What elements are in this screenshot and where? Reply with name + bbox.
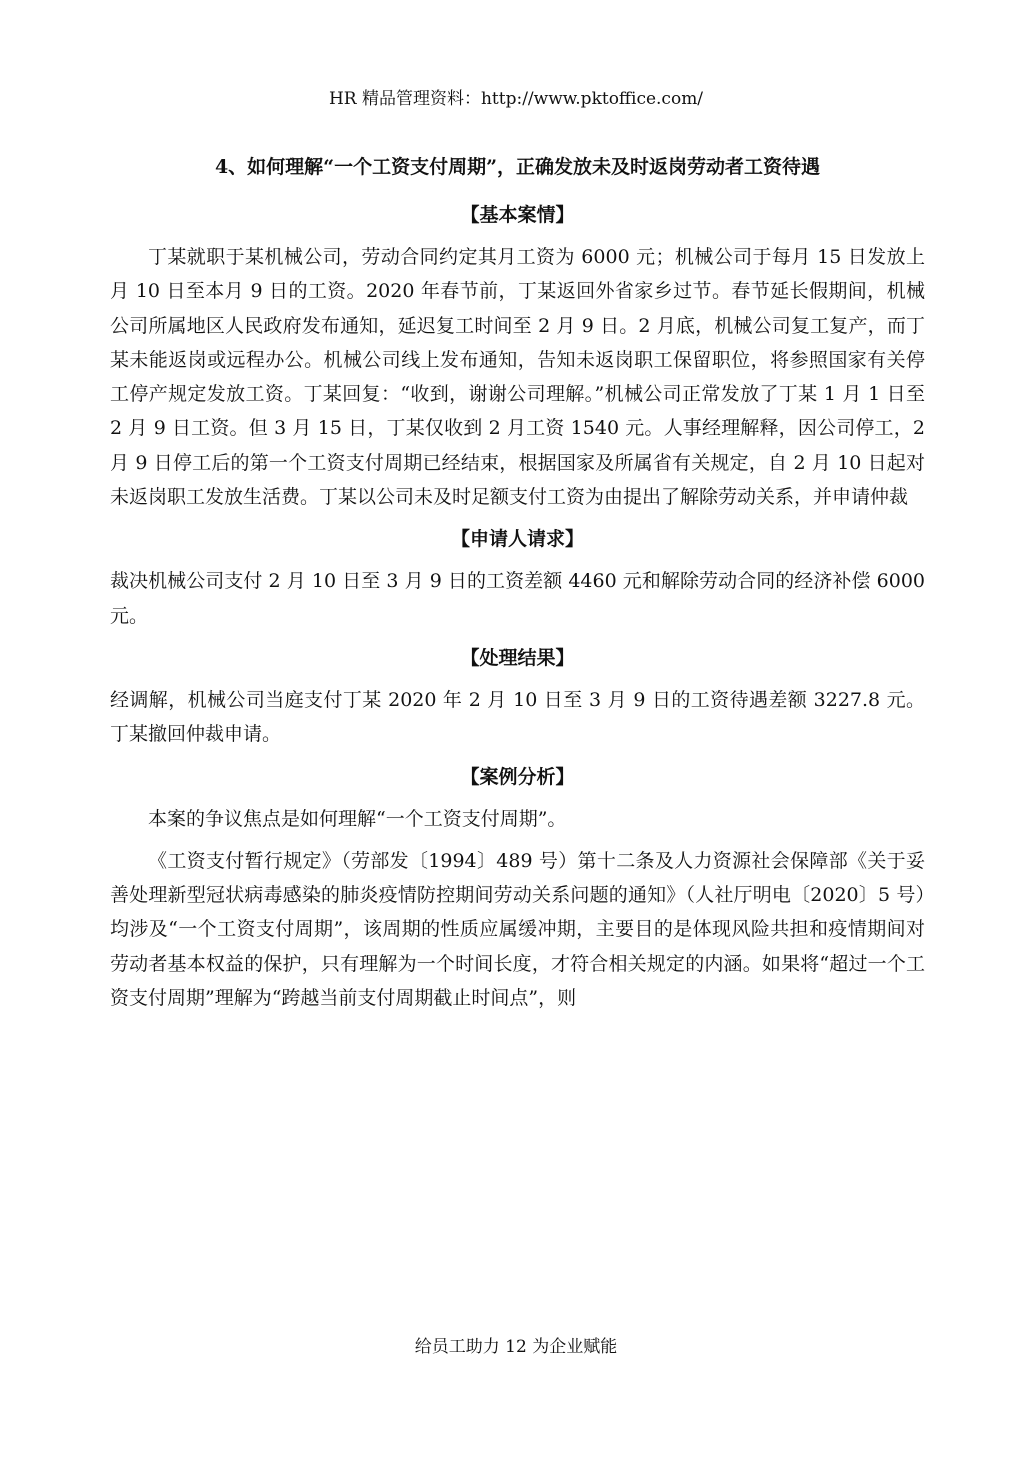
section-heading-result: 【处理结果】 (460, 646, 575, 669)
page-footer: 给员工助力 12 为企业赋能 (414, 1337, 618, 1357)
analysis-paragraph-1: 本案的争议焦点是如何理解“一个工资支付周期”。 (148, 807, 567, 830)
analysis-paragraph-2: 《工资支付暂行规定》（劳部发〔1994〕489 号）第十二条及人力资源社会保障部《关于妥善处理新型冠状病毒感染的肺炎疫情防控期间劳动关系问题的通知》（人社厅明电〔2020〕5 号）均涉及“一个工资支付周期”，该周期的性质应属缓冲期，主要目的是体现风险共担和疫情期间对劳动者基本权益的保护，只有理解为一个时间长度，才符合相关规定的内涵。如果将“超过一个工资支付周期”理解为“跨越当前支付周期截止时间点”，则 (110, 849, 925, 1010)
section-heading-analysis: 【案例分析】 (460, 765, 575, 788)
section-heading-basic-case: 【基本案情】 (460, 204, 575, 226)
request-paragraph: 裁决机械公司支付 2 月 10 日至 3 月 9 日的工资差额 4460 元和解除劳动合同的经济补偿 6000 元。 (110, 570, 925, 627)
section-heading-request: 【申请人请求】 (450, 528, 584, 551)
document-body (110, 146, 925, 1015)
result-paragraph: 经调解，机械公司当庭支付丁某 2020 年 2 月 10 日至 3 月 9 日的工资待遇差额 3227.8 元。丁某撤回仲裁申请。 (110, 688, 925, 746)
document-title: 4、如何理解“一个工资支付周期”，正确发放未及时返岗劳动者工资待遇 (214, 156, 821, 178)
basic-case-paragraph: 丁某就职于某机械公司，劳动合同约定其月工资为 6000 元；机械公司于每月 15 日发放上月 10 日至本月 9 日的工资。2020 年春节前，丁某返回外省家乡过节。春节延长假期间，机械公司所属地区人民政府发布通知，延迟复工时间至 2 月 9 日。2 月底，机械公司复工复产，而丁某未能返岗或远程办公。机械公司线上发布通知，告知未返岗职工保留职位，将参照国家有关停工停产规定发放工资。丁某回复：“收到，谢谢公司理解。”机械公司正常发放了丁某 1 月 1 日至 2 月 9 日工资。但 3 月 15 日，丁某仅收到 2 月工资 1540 元。人事经理解释，因公司停工，2 月 9 日停工后的第一个工资支付周期已经结束，根据国家及所属省有关规定，自 2 月 10 日起对未返岗职工发放生活费。丁某以公司未及时足额支付工资为由提出了解除劳动关系，并申请仲裁 (110, 246, 925, 509)
page-header: HR 精品管理资料：http://www.pktoffice.com/ (328, 89, 704, 109)
